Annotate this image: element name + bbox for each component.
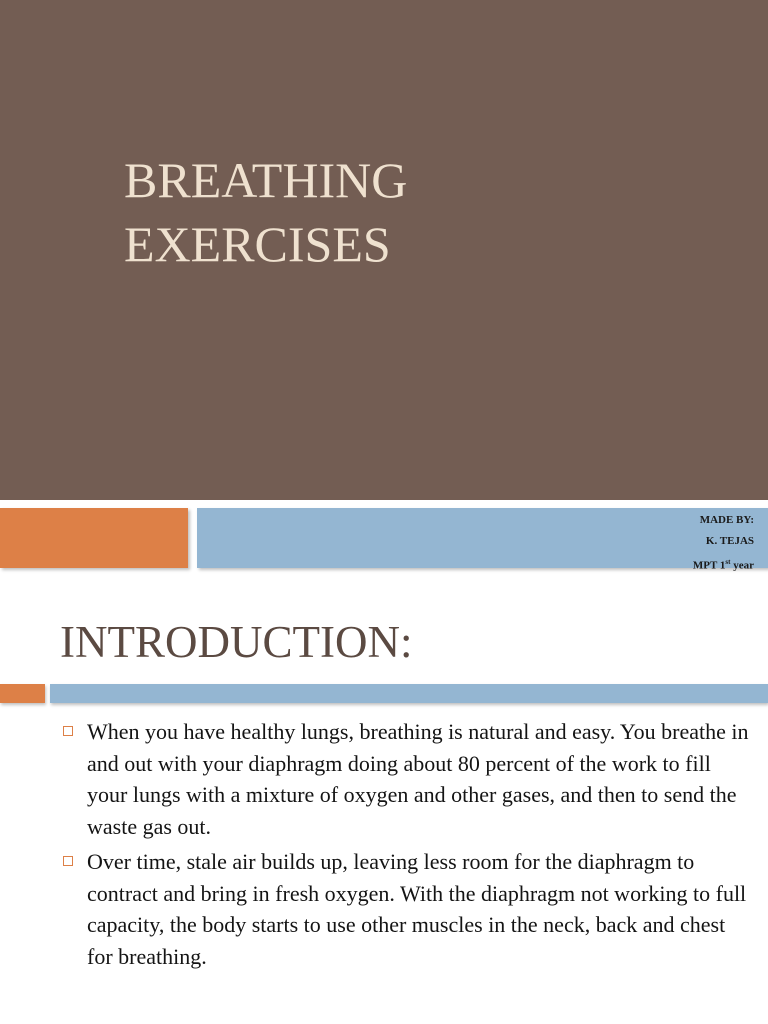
slide-title — [124, 148, 407, 276]
course-suffix: year — [730, 559, 754, 572]
bullet-text: When you have healthy lungs, breathing is natural and easy. You breathe in and out with your diaphragm doing about 80 percent of the work to fill your lungs with a mixture of oxygen and other gases, and then to send the waste gas out. — [87, 719, 749, 839]
orange-accent-bar — [0, 508, 188, 568]
hollow-square-bullet-icon — [63, 856, 73, 866]
credits-block — [693, 510, 754, 577]
course-prefix: MPT 1 — [692, 559, 726, 572]
list-item — [60, 846, 750, 972]
slide-divider — [0, 578, 768, 586]
orange-accent-bar-small — [0, 684, 45, 703]
slide-title-line-2: EXERCISES — [124, 216, 391, 272]
title-slide-background — [0, 0, 768, 500]
made-by-label: MADE BY: — [699, 514, 754, 526]
course-ordinal-suffix: st — [725, 558, 731, 566]
author-name: K. TEJAS — [705, 535, 754, 547]
introduction-heading: INTRODUCTION: — [60, 617, 413, 667]
hollow-square-bullet-icon — [63, 726, 73, 736]
list-item — [60, 716, 750, 842]
blue-accent-bar-long — [50, 684, 768, 703]
course-year — [693, 552, 754, 577]
blue-subtitle-bar — [197, 508, 768, 568]
bullet-text: Over time, stale air builds up, leaving less room for the diaphragm to contract and bring in fresh oxygen. With the diaphragm not working to full capacity, the body starts to use other muscles in the neck, back and chest for breathing. — [87, 849, 747, 969]
introduction-bullet-list — [60, 716, 750, 976]
slide-title-line-1: BREATHING — [124, 152, 408, 208]
